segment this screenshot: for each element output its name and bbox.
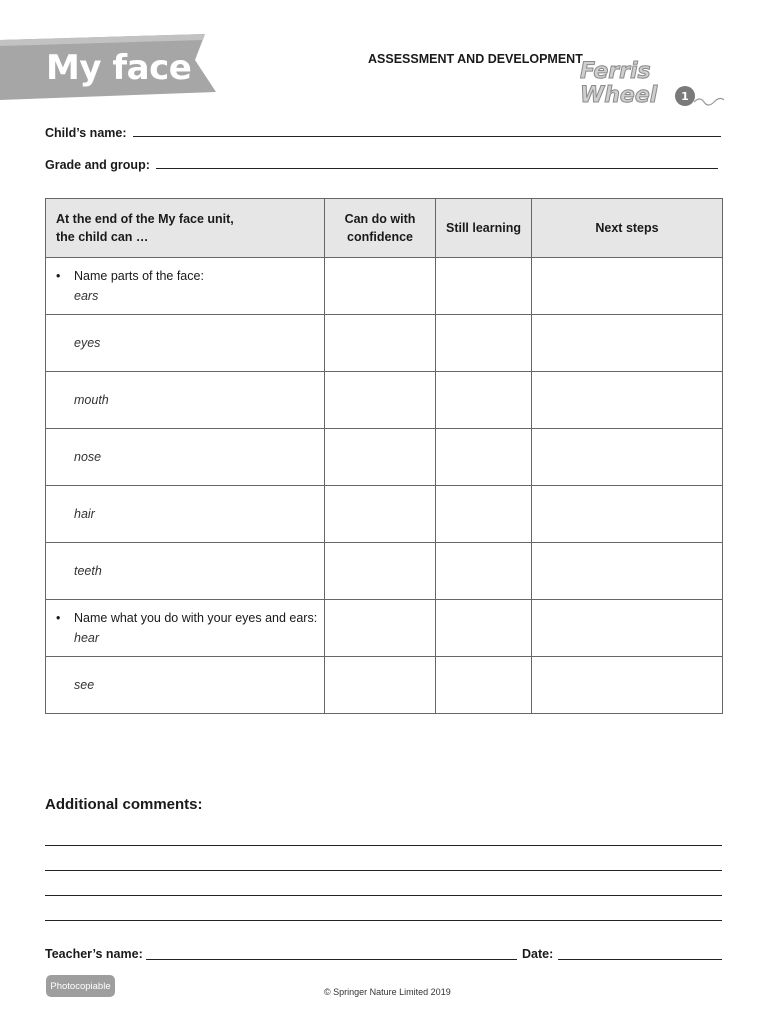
grade-group-line[interactable] xyxy=(156,167,718,169)
grade-group-field[interactable] xyxy=(45,158,718,172)
assessment-table xyxy=(45,198,723,714)
objective-bullet-text: Name parts of the face: xyxy=(74,269,204,283)
logo-word-2: Wheel xyxy=(580,83,658,108)
objective-item: hear xyxy=(74,631,100,645)
next-steps-cell[interactable] xyxy=(532,372,723,429)
confidence-cell[interactable] xyxy=(325,600,436,657)
header-still-learning: Still learning xyxy=(436,199,532,258)
confidence-cell[interactable] xyxy=(325,429,436,486)
teacher-name-label: Teacher’s name: xyxy=(45,947,143,961)
next-steps-cell[interactable] xyxy=(532,657,723,714)
confidence-cell[interactable] xyxy=(325,486,436,543)
objective-item: hair xyxy=(74,507,95,521)
next-steps-cell[interactable] xyxy=(532,258,723,315)
page-title: My face xyxy=(46,48,192,88)
objective-cell xyxy=(46,486,325,543)
comment-line[interactable] xyxy=(45,845,722,846)
date-label: Date: xyxy=(522,947,554,961)
still-learning-cell[interactable] xyxy=(436,486,532,543)
bullet-icon: • xyxy=(56,611,61,625)
confidence-cell[interactable] xyxy=(325,315,436,372)
table-header-row xyxy=(46,199,723,258)
header-objective-line1: At the end of the My face unit, xyxy=(56,212,234,226)
confidence-cell[interactable] xyxy=(325,372,436,429)
grade-group-label: Grade and group: xyxy=(45,158,150,172)
still-learning-cell[interactable] xyxy=(436,600,532,657)
objective-cell xyxy=(46,372,325,429)
still-learning-cell[interactable] xyxy=(436,543,532,600)
still-learning-cell[interactable] xyxy=(436,372,532,429)
objective-bullet-text: Name what you do with your eyes and ears: xyxy=(74,611,318,625)
confidence-cell[interactable] xyxy=(325,543,436,600)
table-row xyxy=(46,429,723,486)
objective-cell xyxy=(46,429,325,486)
table-row xyxy=(46,315,723,372)
header-confidence-line1: Can do with xyxy=(344,212,416,226)
additional-comments-heading: Additional comments: xyxy=(45,796,203,813)
header-objective xyxy=(46,199,325,258)
next-steps-cell[interactable] xyxy=(532,315,723,372)
header-next-steps: Next steps xyxy=(532,199,723,258)
header-confidence-line2: confidence xyxy=(347,230,413,244)
objective-cell xyxy=(46,657,325,714)
next-steps-cell[interactable] xyxy=(532,429,723,486)
table-row xyxy=(46,258,723,315)
table-row xyxy=(46,486,723,543)
level-badge: 1 xyxy=(675,86,695,106)
comment-line[interactable] xyxy=(45,870,722,871)
child-name-field[interactable] xyxy=(45,126,721,140)
still-learning-cell[interactable] xyxy=(436,258,532,315)
objective-cell xyxy=(46,543,325,600)
still-learning-cell[interactable] xyxy=(436,315,532,372)
still-learning-cell[interactable] xyxy=(436,657,532,714)
objective-item: see xyxy=(74,678,95,692)
objective-item: mouth xyxy=(74,393,109,407)
table-row xyxy=(46,600,723,657)
ferris-wheel-logo xyxy=(576,56,726,114)
child-name-line[interactable] xyxy=(133,135,721,137)
confidence-cell[interactable] xyxy=(325,657,436,714)
child-name-label: Child’s name: xyxy=(45,126,127,140)
next-steps-cell[interactable] xyxy=(532,600,723,657)
bullet-icon: • xyxy=(56,269,61,283)
logo-word-1: Ferris xyxy=(580,59,651,84)
objective-item: nose xyxy=(74,450,102,464)
objective-item: ears xyxy=(74,289,99,303)
objective-item: eyes xyxy=(74,336,101,350)
section-label: ASSESSMENT AND DEVELOPMENT xyxy=(368,52,583,66)
teacher-name-line[interactable] xyxy=(146,959,517,960)
next-steps-cell[interactable] xyxy=(532,486,723,543)
header-objective-line2: the child can … xyxy=(56,230,149,244)
objective-cell xyxy=(46,315,325,372)
header-confidence xyxy=(325,199,436,258)
next-steps-cell[interactable] xyxy=(532,543,723,600)
confidence-cell[interactable] xyxy=(325,258,436,315)
photocopiable-badge: Photocopiable xyxy=(46,975,115,997)
table-row xyxy=(46,543,723,600)
copyright-notice: © Springer Nature Limited 2019 xyxy=(324,987,451,997)
logo-swirl-icon xyxy=(694,94,724,108)
comment-line[interactable] xyxy=(45,920,722,921)
objective-cell xyxy=(46,600,325,657)
objective-item: teeth xyxy=(74,564,102,578)
still-learning-cell[interactable] xyxy=(436,429,532,486)
objective-cell xyxy=(46,258,325,315)
table-row xyxy=(46,657,723,714)
comment-line[interactable] xyxy=(45,895,722,896)
date-line[interactable] xyxy=(558,959,722,960)
table-row xyxy=(46,372,723,429)
